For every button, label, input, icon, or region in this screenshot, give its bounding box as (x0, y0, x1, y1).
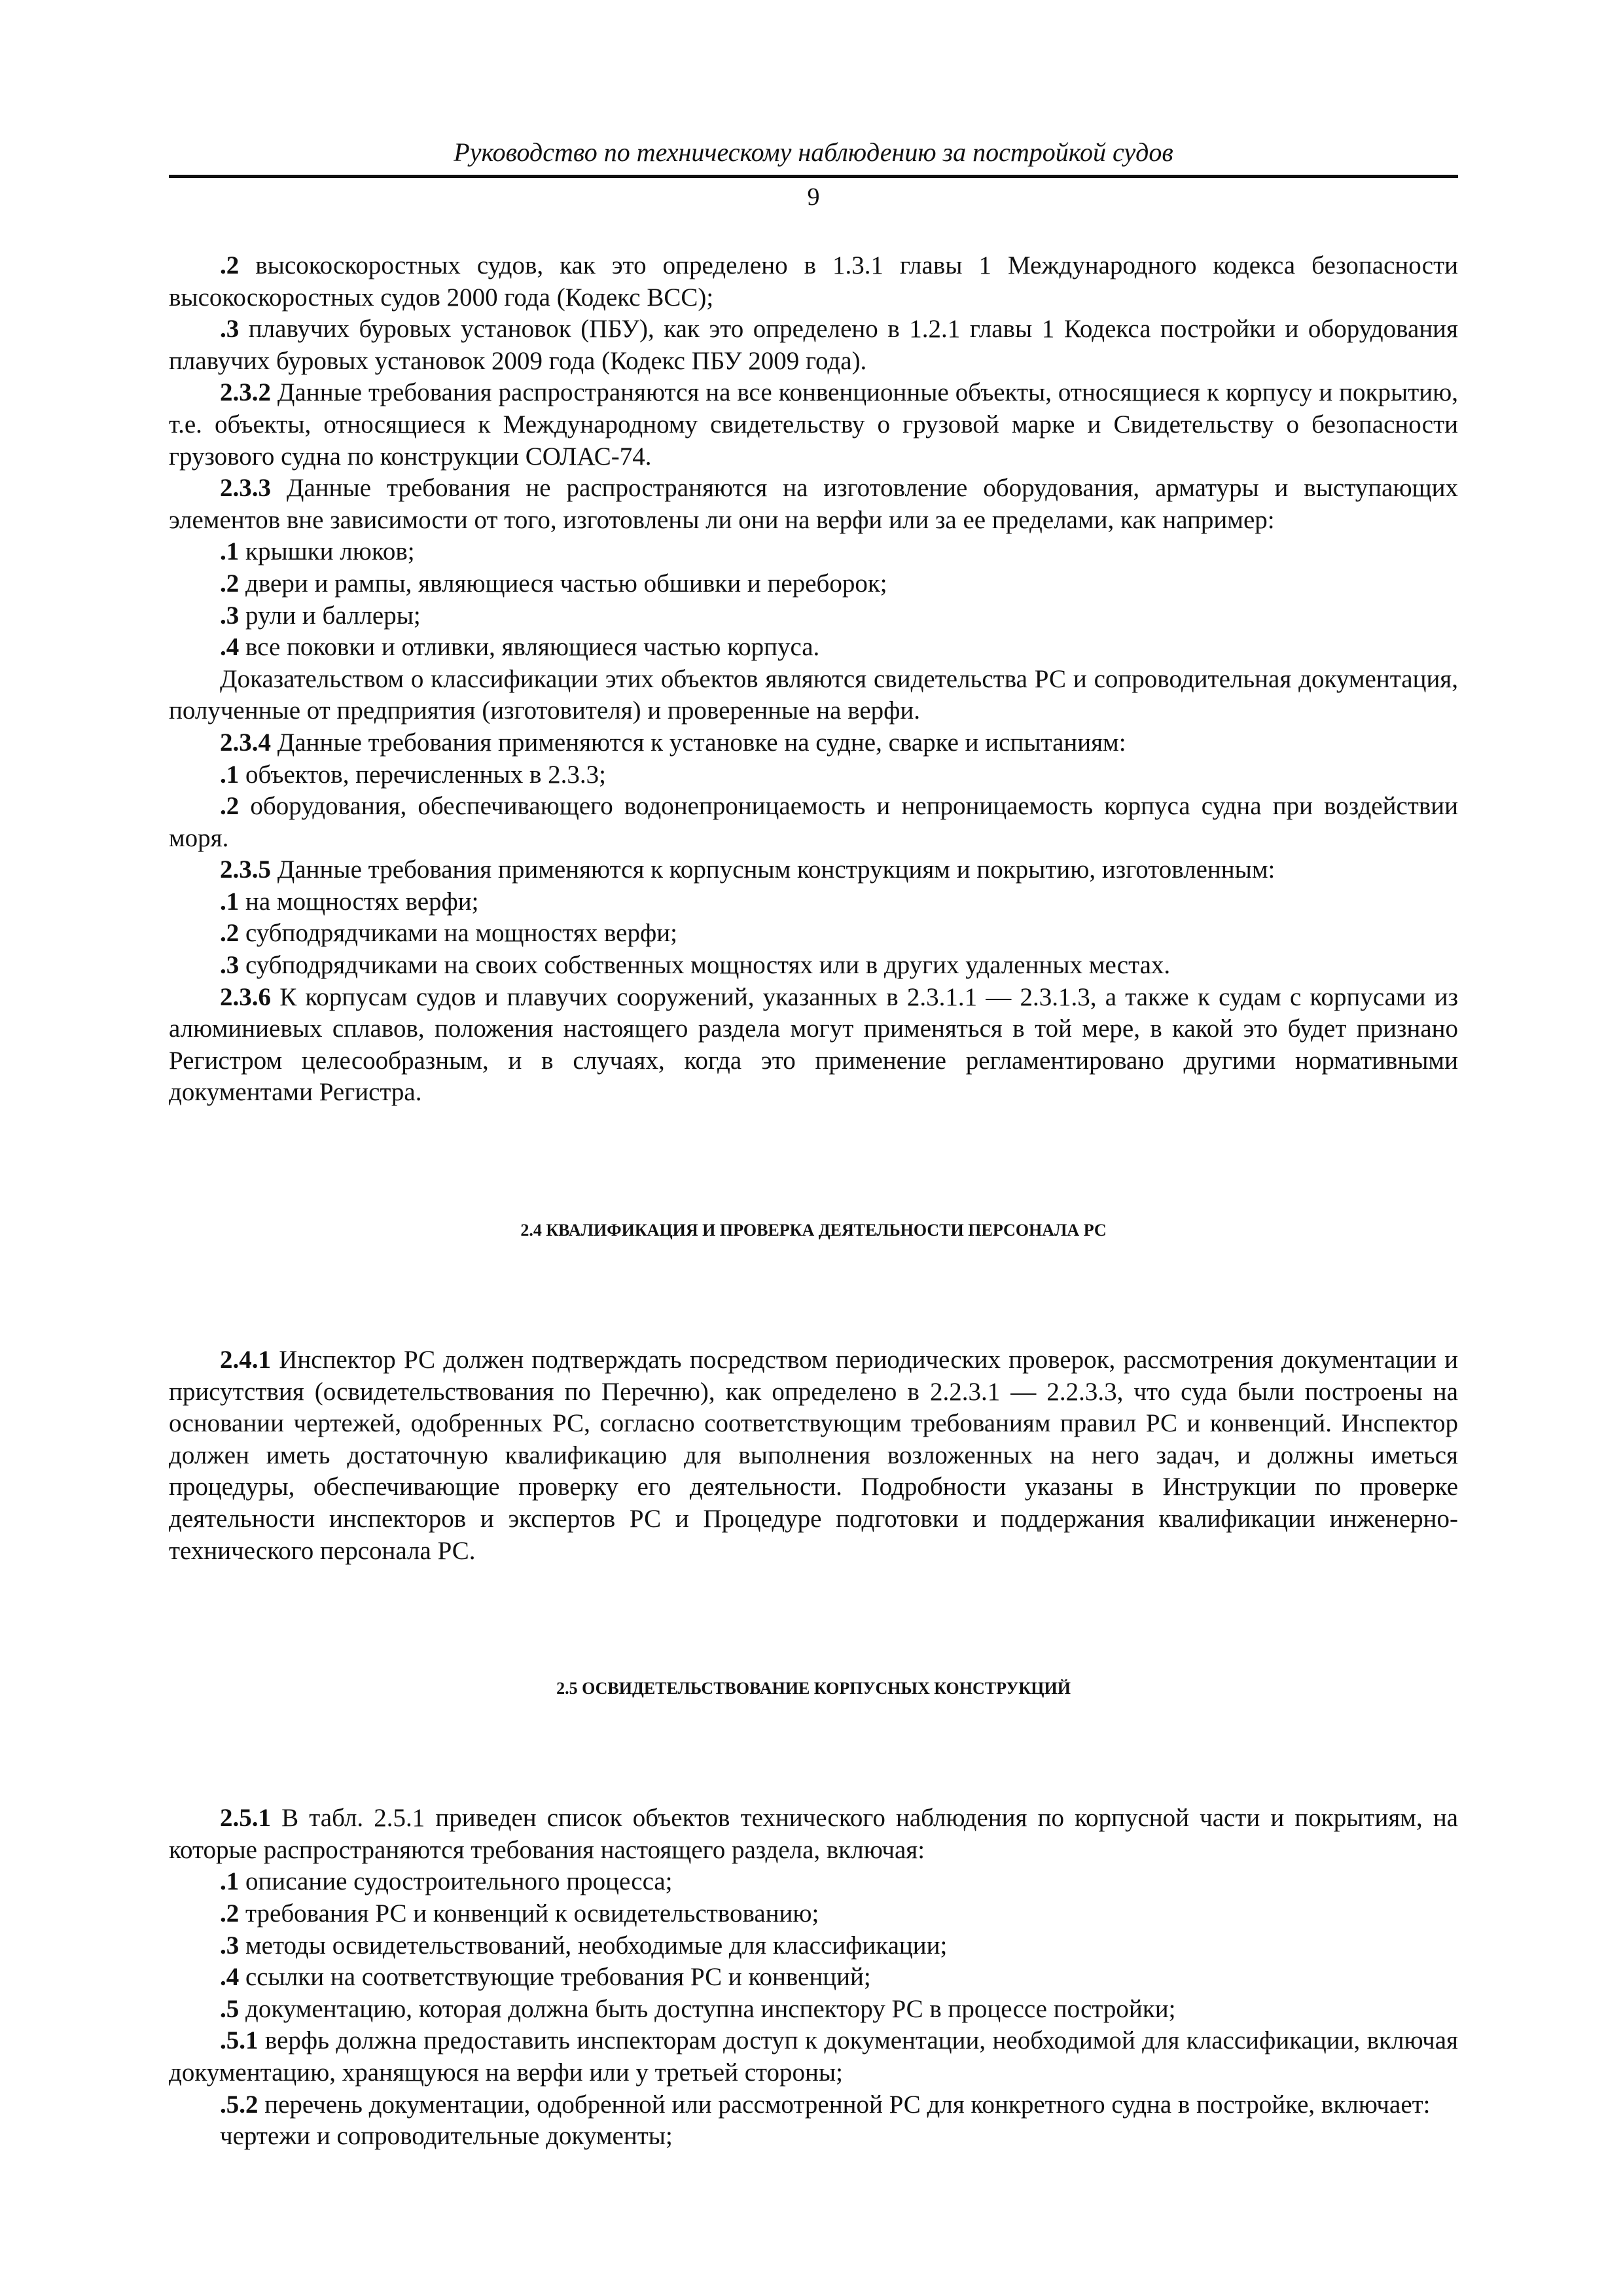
paragraph (169, 664, 1458, 727)
item-number: .2 (220, 1899, 240, 1928)
list-item (169, 536, 1458, 568)
item-number: .4 (220, 633, 240, 662)
paragraph-text: рули и баллеры; (239, 601, 421, 630)
list-item (169, 1898, 1458, 1930)
spacer (169, 1719, 1458, 1803)
list-item (169, 600, 1458, 632)
paragraph-text: оборудования, обеспечивающего водонепроницаемость и непроницаемость корпуса судна при воздействии моря. (169, 792, 1458, 852)
paragraph (169, 1344, 1458, 1567)
paragraph-text: описание судостроительного процесса; (239, 1867, 673, 1896)
spacer (169, 1261, 1458, 1344)
paragraph-text: все поковки и отливки, являющиеся частью корпуса. (239, 633, 820, 662)
header-divider (169, 175, 1458, 178)
paragraph-text: субподрядчиками на своих собственных мощностях или в других удаленных местах. (239, 951, 1171, 980)
item-number: .3 (220, 1931, 240, 1960)
paragraph (169, 854, 1458, 886)
item-number: .1 (220, 887, 240, 916)
paragraph (169, 1803, 1458, 1866)
paragraph-text: плавучих буровых установок (ПБУ), как это определено в 1.2.1 главы 1 Кодекса постройки и оборудования плавучих буровых установок 2009 года (Кодекс ПБУ 2009 года). (169, 315, 1458, 375)
paragraph-text: верфь должна предоставить инспекторам доступ к документации, необходимой для классификации, включая документацию, хранящуюся на верфи или у третьей стороны; (169, 2026, 1458, 2087)
paragraph-text: ссылки на соответствующие требования РС и конвенций; (239, 1963, 871, 1992)
item-number: .1 (220, 537, 240, 566)
page-body (169, 250, 1458, 2153)
paragraph (169, 377, 1458, 473)
item-number: .1 (220, 1867, 240, 1896)
paragraph-text: Инспектор РС должен подтверждать посредством периодических проверок, рассмотрения документации и присутствия (освидетельствования по Перечню), как определено в 2.2.3.1 — 2.2.3.3, что суда были построены на основании чертежей, одобренных РС, согласно соответствующим требованиям правил РС и конвенций. Инспектор должен иметь достаточную квалификацию для выполнения возложенных на него задач, и должны иметься процедуры, обеспечивающие проверку его деятельности. Подробности указаны в Инструкции по проверке деятельности инспекторов и экспертов РС и Процедуре подготовки и поддержания квалификации инженерно-технического персонала РС. (169, 1346, 1458, 1565)
paragraph-text: высокоскоростных судов, как это определено в 1.3.1 главы 1 Международного кодекса безопасности высокоскоростных судов 2000 года (Кодекс ВСС); (169, 251, 1458, 312)
clause-number: 2.5.1 (220, 1804, 271, 1833)
clause-number: 2.3.4 (220, 728, 271, 757)
paragraph-text: требования РС и конвенций к освидетельствованию; (239, 1899, 819, 1928)
paragraph-text: Данные требования распространяются на все конвенционные объекты, относящиеся к корпусу и покрытию, т.е. объекты, относящиеся к Международному свидетельству о грузовой марке и Свидетельству о безопасности грузового судна по конструкции СОЛАС-74. (169, 378, 1458, 471)
paragraph-text: двери и рампы, являющиеся частью обшивки и переборок; (239, 569, 887, 598)
page-number: 9 (807, 183, 820, 211)
item-number: .4 (220, 1963, 240, 1992)
item-number: .2 (220, 919, 240, 948)
clause-number: 2.3.2 (220, 378, 271, 407)
paragraph (169, 250, 1458, 314)
list-item (169, 918, 1458, 950)
spacer (169, 1567, 1458, 1659)
paragraph-text: документацию, которая должна быть доступна инспектору РС в процессе постройки; (239, 1994, 1176, 2023)
section-heading-2-5: 2.5 ОСВИДЕТЕЛЬСТВОВАНИЕ КОРПУСНЫХ КОНСТРУКЦИЙ (556, 1679, 1071, 1698)
clause-number: 2.3.5 (220, 855, 271, 884)
paragraph (169, 982, 1458, 1109)
page-header (169, 134, 1458, 213)
list-item (169, 1866, 1458, 1898)
paragraph-text: объектов, перечисленных в 2.3.3; (239, 760, 607, 789)
item-number: .2 (220, 251, 240, 279)
item-number: .5.1 (220, 2026, 259, 2055)
paragraph-text: перечень документации, одобренной или рассмотренной РС для конкретного судна в постройке, включает: (258, 2090, 1431, 2119)
item-number: .5.2 (220, 2090, 259, 2119)
list-item (169, 2025, 1458, 2089)
paragraph-text: субподрядчиками на мощностях верфи; (239, 919, 677, 948)
paragraph-text: Данные требования применяются к установке на судне, сварке и испытаниям: (271, 728, 1126, 757)
list-item (169, 568, 1458, 600)
list-item (169, 1994, 1458, 2026)
list-item (169, 632, 1458, 664)
list-item (169, 1962, 1458, 1994)
paragraph (169, 2121, 1458, 2153)
item-number: .3 (220, 315, 240, 344)
paragraph-text: на мощностях верфи; (239, 887, 479, 916)
list-item (169, 886, 1458, 918)
item-number: .5 (220, 1994, 240, 2023)
paragraph-text: крышки люков; (239, 537, 415, 566)
list-item (169, 2089, 1458, 2121)
paragraph-text: К корпусам судов и плавучих сооружений, указанных в 2.3.1.1 — 2.3.1.3, а также к судам с корпусами из алюминиевых сплавов, положения настоящего раздела могут применяться в той мере, в какой это будет признано Регистром целесообразным, и в случаях, когда это применение регламентировано другими нормативными документами Регистра. (169, 982, 1458, 1107)
running-title: Руководство по техническому наблюдению за постройкой судов (454, 137, 1173, 167)
paragraph-text: Данные требования применяются к корпусным конструкциям и покрытию, изготовленным: (271, 855, 1275, 884)
paragraph (169, 473, 1458, 536)
paragraph (169, 314, 1458, 377)
list-item (169, 950, 1458, 982)
clause-number: 2.4.1 (220, 1346, 271, 1374)
spacer (169, 1109, 1458, 1200)
item-number: .2 (220, 792, 240, 821)
item-number: .3 (220, 951, 240, 980)
paragraph-text: Данные требования не распространяются на изготовление оборудования, арматуры и выступающих элементов вне зависимости от того, изготовлены ли они на верфи или за ее пределами, как например: (169, 474, 1458, 534)
paragraph-text: Доказательством о классификации этих объектов являются свидетельства РС и сопроводительная документация, полученные от предприятия (изготовителя) и проверенные на верфи. (169, 664, 1458, 725)
clause-number: 2.3.3 (220, 474, 271, 503)
list-item (169, 759, 1458, 791)
paragraph-text: чертежи и сопроводительные документы; (220, 2122, 673, 2151)
paragraph-text: методы освидетельствований, необходимые для классификации; (239, 1931, 948, 1960)
paragraph (169, 727, 1458, 759)
list-item (169, 1930, 1458, 1962)
paragraph-text: В табл. 2.5.1 приведен список объектов технического наблюдения по корпусной части и покрытиям, на которые распространяются требования настоящего раздела, включая: (169, 1804, 1458, 1864)
item-number: .1 (220, 760, 240, 789)
list-item (169, 791, 1458, 854)
item-number: .2 (220, 569, 240, 598)
item-number: .3 (220, 601, 240, 630)
section-heading-2-4: 2.4 КВАЛИФИКАЦИЯ И ПРОВЕРКА ДЕЯТЕЛЬНОСТИ ПЕРСОНАЛА РС (520, 1221, 1107, 1240)
clause-number: 2.3.6 (220, 982, 271, 1011)
